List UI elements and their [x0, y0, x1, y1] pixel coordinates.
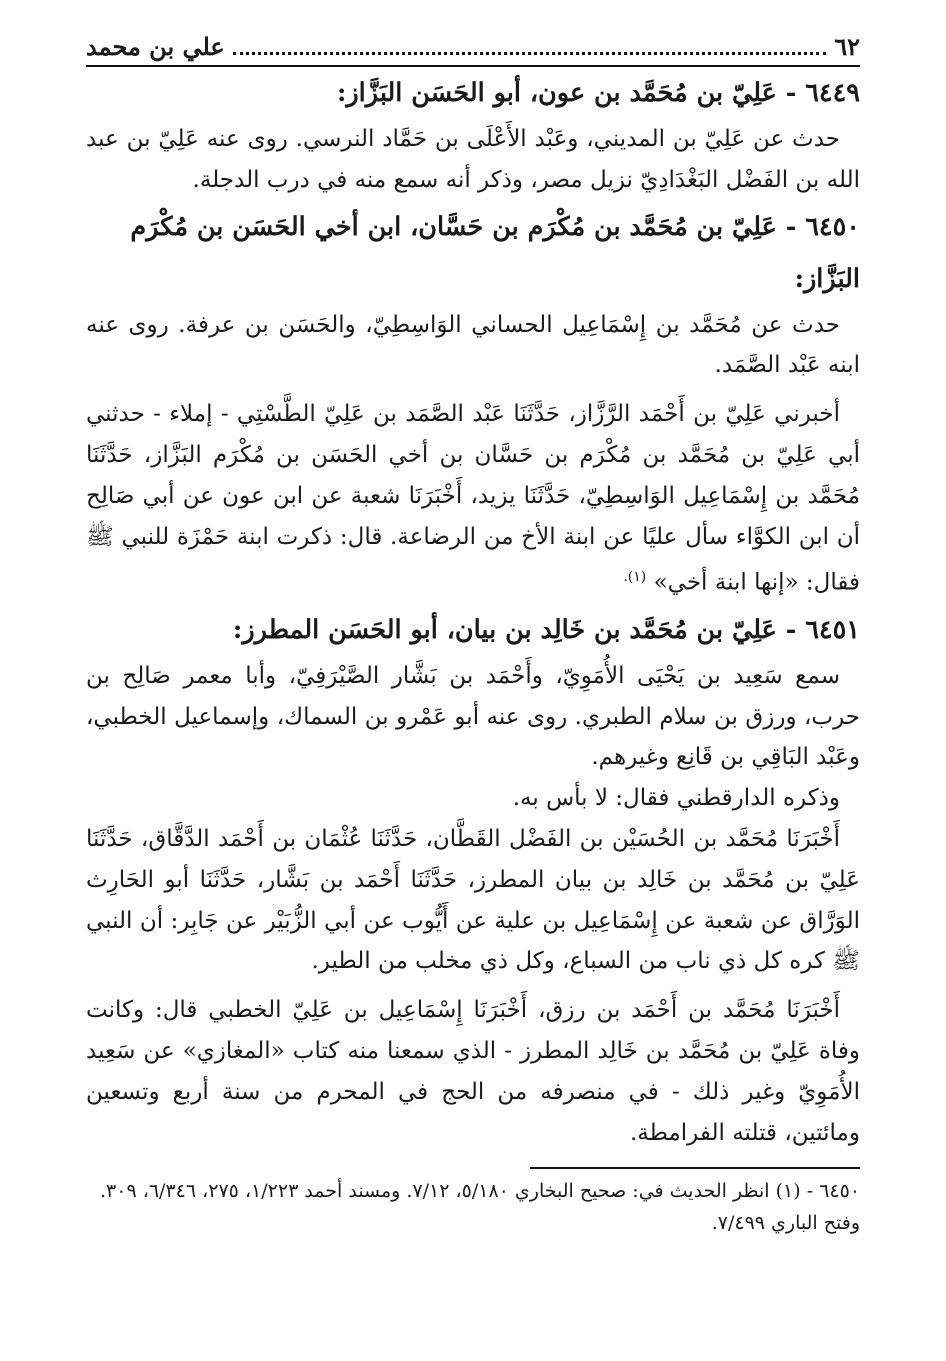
entry-title: ٦٤٥١ - عَلِيّ بن مُحَمَّد بن خَالِد بن بيان، أبو الحَسَن المطرز:	[232, 614, 860, 645]
header-leader-dots	[233, 52, 826, 55]
entry-paragraph: حدث عن عَلِيّ بن المديني، وعَبْد الأَعْلَى بن حَمَّاد النرسي. روى عنه عَلِيّ بن عبد الله بن الفَضْل البَغْدَادِيّ نزيل مصر، وذكر أنه سمع منه في درب الدجلة.	[86, 126, 860, 193]
entry-paragraph: حدث عن مُحَمَّد بن إِسْمَاعِيل الحساني الوَاسِطِيّ، والحَسَن بن عرفة. روى عنه ابنه عَبْد الصَّمَد.	[86, 311, 860, 379]
footnote: ٦٤٥٠ - (١) انظر الحديث في: صحيح البخاري ٥/١٨٠، ٧/١٢. ومسند أحمد ١/٢٢٣، ٢٧٥، ٦/٣٤٦، ٣٠٩. وفتح الباري ٧/٤٩٩.	[100, 1180, 860, 1235]
entry-paragraph: وذكره الدارقطني فقال: لا بأس به.	[512, 785, 840, 812]
entry-6449	[86, 67, 860, 201]
entry-title: ٦٤٥٠ - عَلِيّ بن مُحَمَّد بن مُكْرَم بن حَسَّان، ابن أخي الحَسَن بن مُكْرَم البَزَّاز:	[130, 211, 860, 294]
entry-paragraph: أَخْبَرَنَا مُحَمَّد بن أَحْمَد بن رزق، أَخْبَرَنَا إِسْمَاعِيل بن عَلِيّ الخطبي قال: وكانت وفاة عَلِيّ بن مُحَمَّد بن خَالِد المطرز - الذي سمعنا منه كتاب «المغازي» عن سَعِيد الأُمَوِيّ وغير ذلك - في منصرفه من الحج في المحرم من سنة أربع وتسعين ومائتين، قتلته الفرامطة.	[86, 997, 860, 1146]
running-title: علي بن محمد	[86, 32, 225, 61]
footnote-separator	[530, 1167, 860, 1169]
entry-paragraph: أَخْبَرَنَا مُحَمَّد بن الحُسَيْن بن الفَضْل القَطَّان، حَدَّثَنَا عُثْمَان بن أَحْمَد الدَّقَّاق، حَدَّثَنَا عَلِيّ بن مُحَمَّد بن خَالِد بن بيان المطرز، حَدَّثَنَا أَحْمَد بن بَشَّار، حَدَّثَنَا أبو الحَارِث الوَرَّاق عن شعبة عن إِسْمَاعِيل بن علية عن أَيُّوب عن أبي الزُّبَيْر عن جَابِر: أن النبي ﷺ كره كل ذي ناب من السباع، وكل ذي مخلب من الطير.	[86, 826, 860, 975]
footnote-marker: (١).	[623, 569, 647, 586]
page-number: ٦٢	[834, 32, 860, 61]
entry-paragraph-with-note	[86, 394, 860, 604]
page-header	[86, 32, 860, 67]
entry-6450	[86, 201, 860, 604]
entry-paragraph: سمع سَعِيد بن يَحْيَى الأُمَوِيّ، وأَحْمَد بن بَشَّار الصَّيْرَفِيّ، وأبا معمر صَالِح بن حرب، ورزق بن سلام الطبري. روى عنه أبو عَمْرو بن السماك، وإسماعيل الخطبي، وعَبْد البَاقِي بن قَانِع وغيرهم.	[86, 662, 860, 771]
entry-title: ٦٤٤٩ - عَلِيّ بن مُحَمَّد بن عون، أبو الحَسَن البَزَّاز:	[336, 78, 860, 108]
entry-6451	[86, 604, 860, 1154]
entry-paragraph-text: أخبرني عَلِيّ بن أَحْمَد الرَّزَّاز، حَدَّثَنَا عَبْد الصَّمَد بن عَلِيّ الطَّسْتِي - إملاء - حدثني أبي عَلِيّ بن مُحَمَّد بن مُكْرَم بن حَسَّان بن أخي الحَسَن بن مُكْرَم البَزَّاز، حَدَّثَنَا مُحَمَّد بن إِسْمَاعِيل الوَاسِطِيّ، حَدَّثَنَا يزيد، أَخْبَرَنَا شعبة عن ابن عون عن أبي صَالِح أن ابن الكوَّاء سأل عليًا عن ابنة الأخ من الرضاعة. قال: ذكرت ابنة حَمْزَة للنبي ﷺ فقال: «إنها ابنة أخي»	[86, 401, 860, 597]
